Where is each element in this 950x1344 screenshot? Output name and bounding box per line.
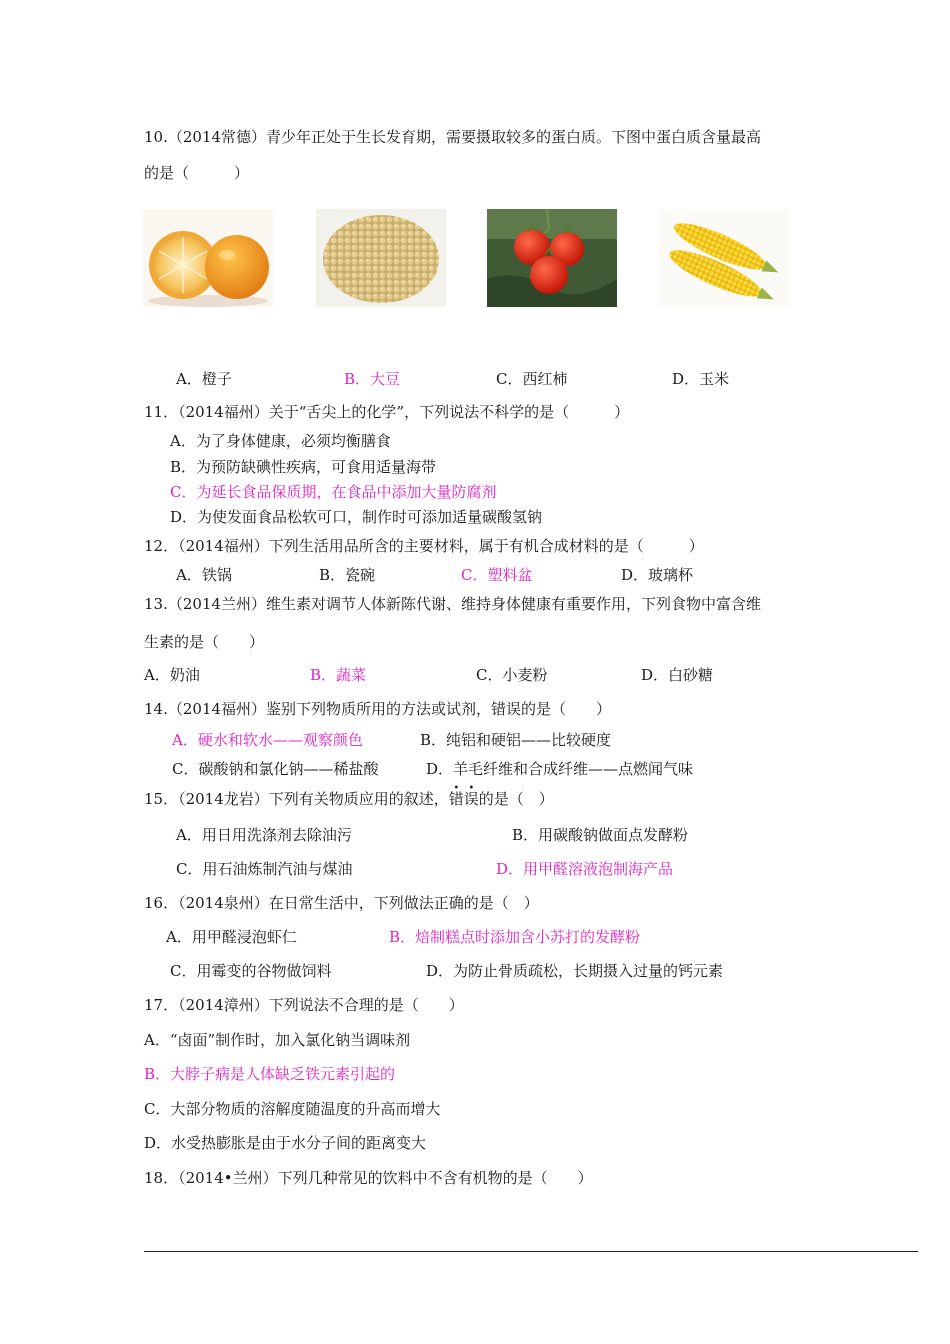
q15-option-b: B．用碳酸钠做面点发酵粉 — [512, 826, 689, 844]
q13-stem-line1: 13.（2014兰州）维生素对调节人体新陈代谢、维持身体健康有重要作用，下列食物中富含维 — [144, 595, 762, 613]
soybean-image — [316, 209, 446, 307]
orange-image — [143, 209, 273, 307]
q15-option-c: C．用石油炼制汽油与煤油 — [176, 860, 353, 878]
q10-option-d: D．玉米 — [672, 370, 730, 388]
q12-option-a: A．铁锅 — [176, 566, 232, 584]
q15-stem-pre: 15．（2014龙岩）下列有关物质应用的叙述， — [144, 790, 449, 808]
q14-option-d: D．羊毛纤维和合成纤维——点燃闻气味 — [426, 760, 694, 778]
q15-option-d: D．用甲醛溶液泡制海产品 — [496, 860, 674, 878]
q13-option-c: C．小麦粉 — [476, 666, 548, 684]
q16-option-b: B．焙制糕点时添加含小苏打的发酵粉 — [389, 928, 641, 946]
q13-option-d: D．白砂糖 — [641, 666, 714, 684]
q18-stem: 18．（2014•兰州）下列几种常见的饮料中不含有机物的是（ ） — [144, 1169, 593, 1187]
q10-option-a: A．橙子 — [176, 370, 232, 388]
q15-stem — [144, 789, 554, 809]
corn-image — [659, 209, 789, 307]
q11-option-b: B．为预防缺碘性疾病，可食用适量海带 — [170, 458, 437, 476]
q10-option-c: C．西红柿 — [496, 370, 568, 388]
q16-stem: 16．（2014泉州）在日常生活中，下列做法正确的是（ ） — [144, 894, 539, 912]
q15-stem-post: 的是（ ） — [478, 790, 554, 808]
q10-option-b: B．大豆 — [344, 370, 401, 388]
q17-option-d: D．水受热膨胀是由于水分子间的距离变大 — [144, 1134, 427, 1152]
q11-stem: 11．（2014福州）关于“舌尖上的化学”，下列说法不科学的是（ ） — [144, 403, 630, 421]
q10-stem-line2: 的是（ ） — [144, 164, 250, 182]
q12-option-c: C．塑料盆 — [461, 566, 533, 584]
q10-stem-line1: 10.（2014常德）青少年正处于生长发育期，需要摄取较多的蛋白质。下图中蛋白质含量最高 — [144, 128, 762, 146]
q16-option-d: D．为防止骨质疏松，长期摄入过量的钙元素 — [426, 962, 724, 980]
q16-option-a: A．用甲醛浸泡虾仁 — [166, 928, 297, 946]
q17-option-c: C．大部分物质的溶解度随温度的升高而增大 — [144, 1100, 441, 1118]
q14-stem: 14.（2014福州）鉴别下列物质所用的方法或试剂，错误的是（ ） — [144, 700, 612, 718]
q17-stem: 17．（2014漳州）下列说法不合理的是（ ） — [144, 996, 464, 1014]
q14-option-a: A．硬水和软水——观察颜色 — [172, 731, 363, 749]
q13-stem-line2: 生素的是（ ） — [144, 633, 265, 651]
footer-rule — [144, 1251, 918, 1252]
q11-option-c: C．为延长食品保质期，在食品中添加大量防腐剂 — [170, 483, 497, 501]
q15-stem-emphasis-1: 错 — [448, 790, 464, 808]
q14-option-c: C．碳酸钠和氯化钠——稀盐酸 — [172, 760, 379, 778]
q13-option-a: A．奶油 — [144, 666, 200, 684]
q13-option-b: B．蔬菜 — [310, 666, 367, 684]
q15-stem-emphasis-2: 误 — [463, 790, 479, 808]
tomato-image — [487, 209, 617, 307]
q17-option-b: B．大脖子病是人体缺乏铁元素引起的 — [144, 1065, 396, 1083]
q17-option-a: A．“卤面”制作时，加入氯化钠当调味剂 — [144, 1031, 411, 1049]
q12-option-b: B．瓷碗 — [319, 566, 376, 584]
q11-option-d: D．为使发面食品松软可口，制作时可添加适量碳酸氢钠 — [170, 508, 543, 526]
q11-option-a: A．为了身体健康，必须均衡膳食 — [170, 432, 391, 450]
q15-option-a: A．用日用洗涤剂去除油污 — [176, 826, 352, 844]
q16-option-c: C．用霉变的谷物做饲料 — [170, 962, 332, 980]
q12-stem: 12．（2014福州）下列生活用品所含的主要材料，属于有机合成材料的是（ ） — [144, 537, 704, 555]
q12-option-d: D．玻璃杯 — [621, 566, 694, 584]
q14-option-b: B．纯铝和硬铝——比较硬度 — [420, 731, 612, 749]
